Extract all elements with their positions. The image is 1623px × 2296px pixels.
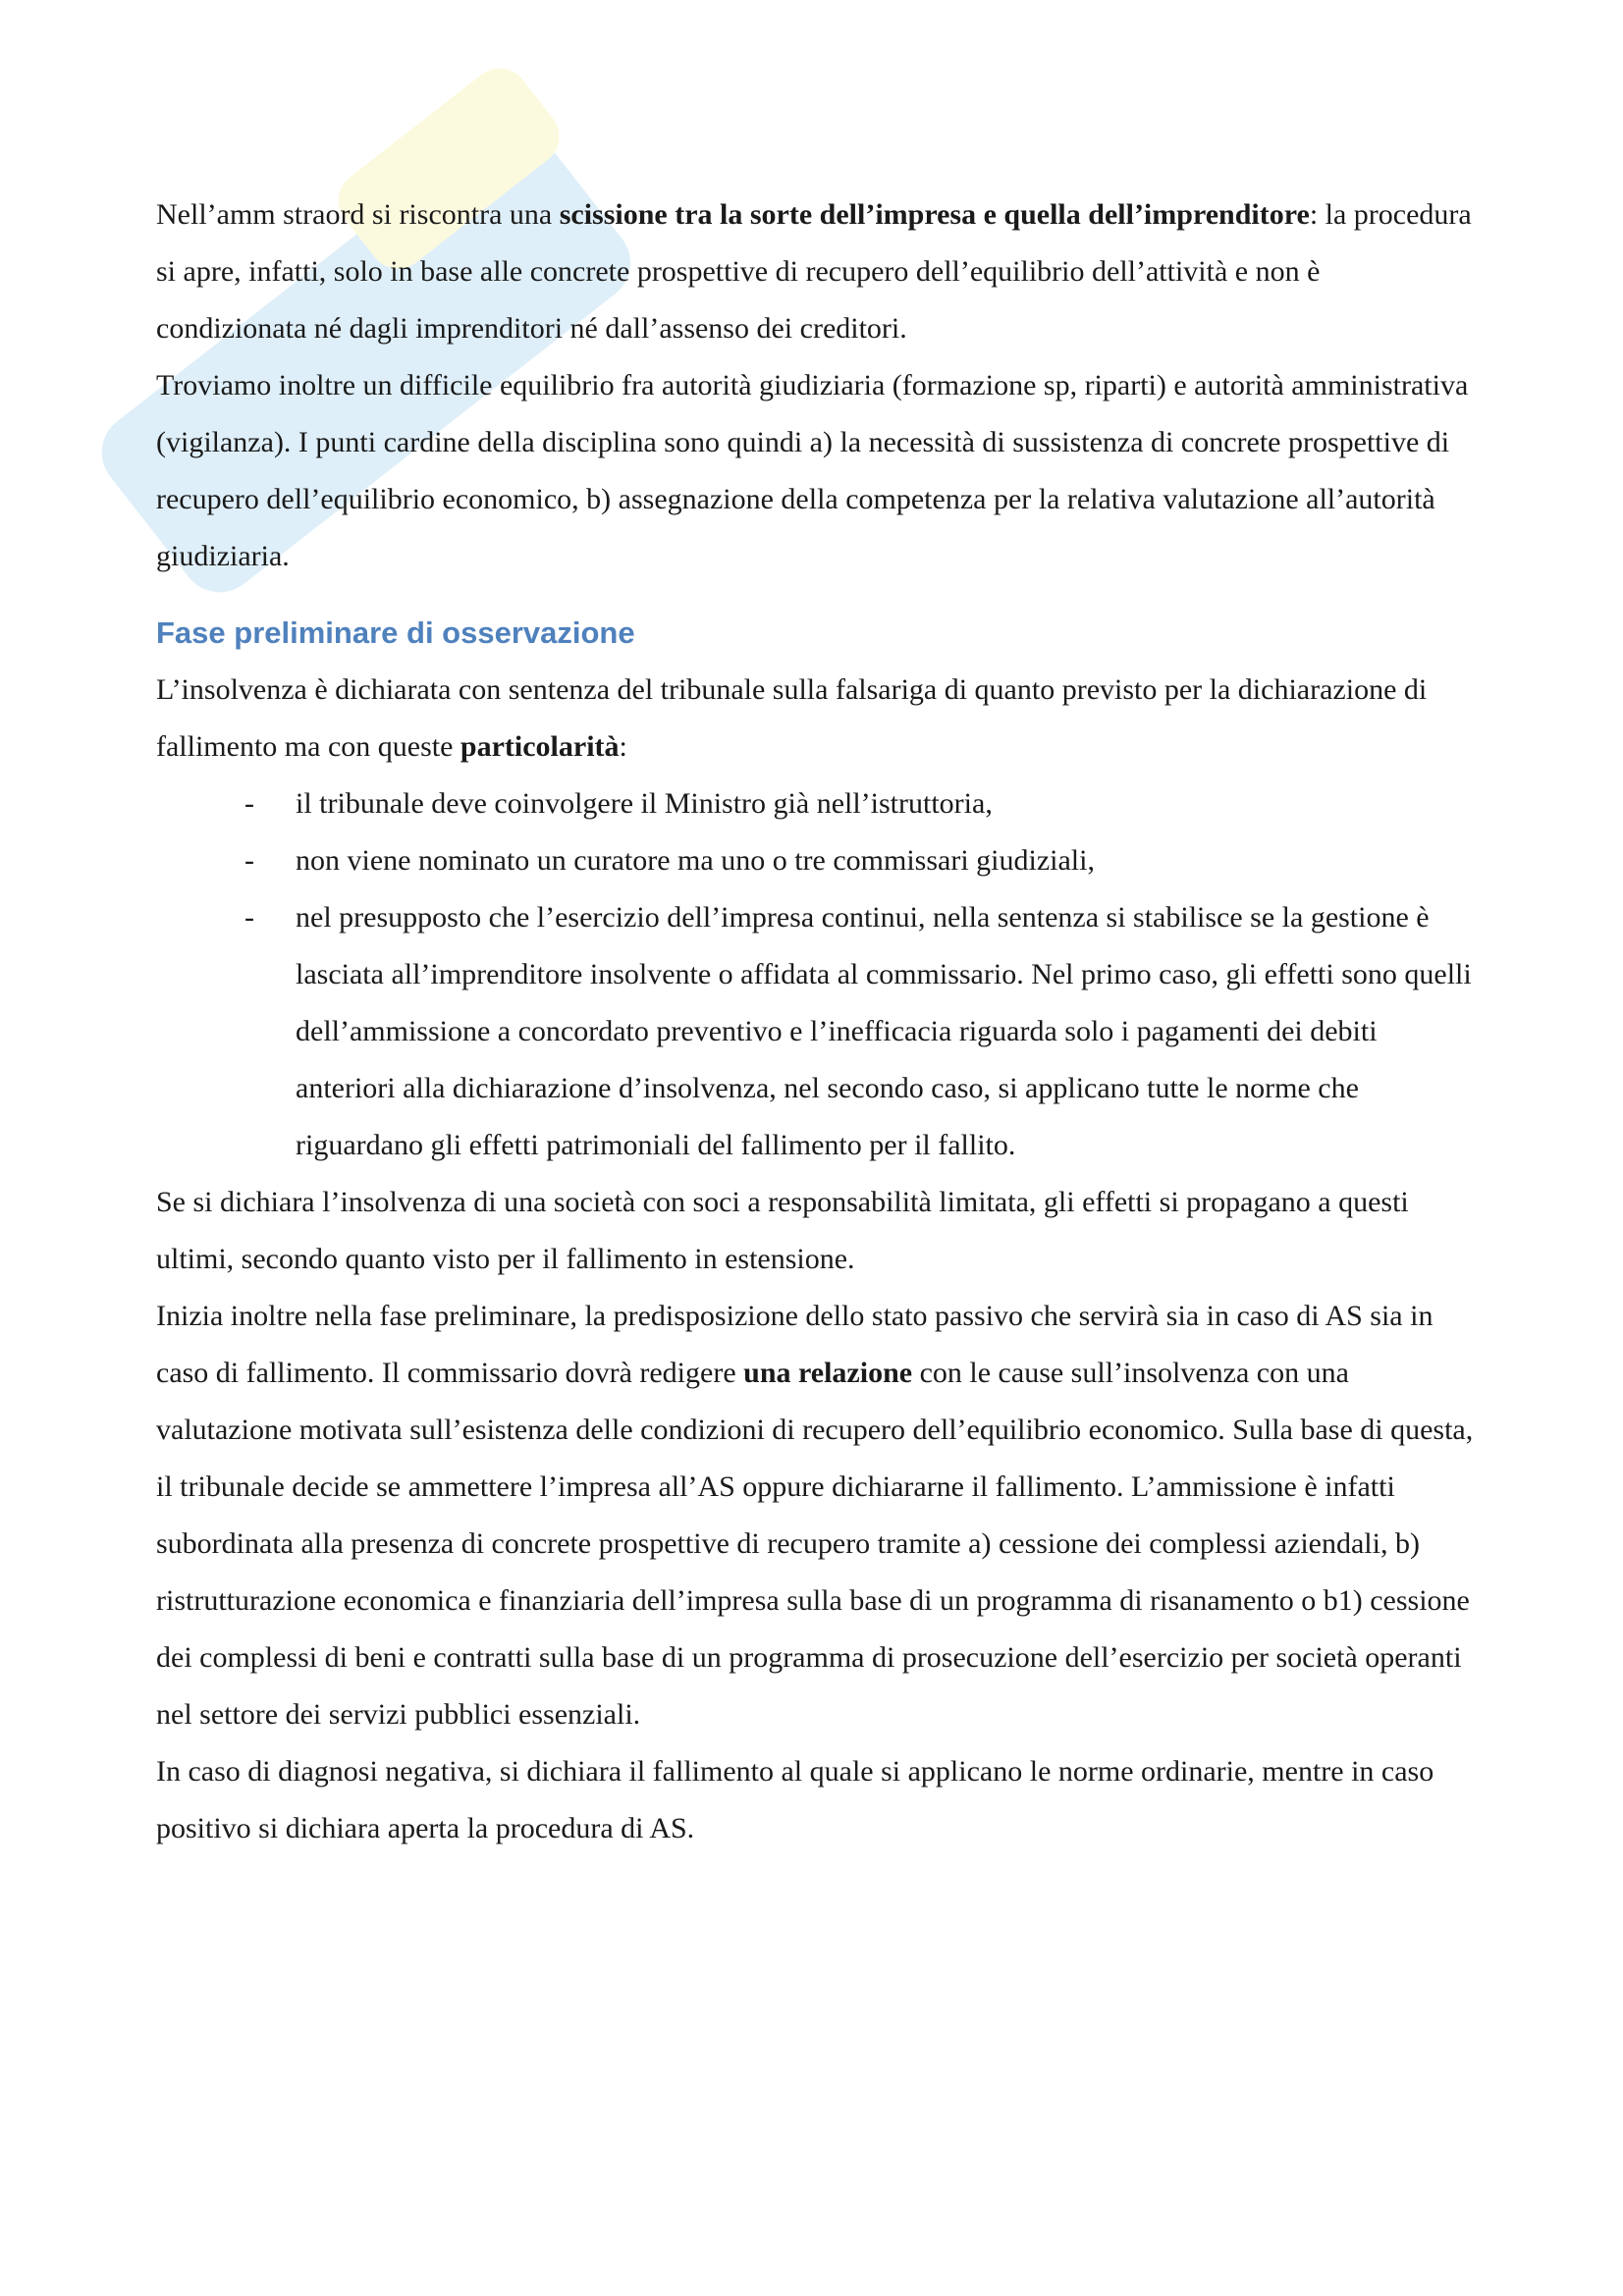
intro-paragraph-1: Nell’amm straord si riscontra una scissione tra la sorte dell’impresa e quella dell’imprenditore: la procedura si apre, infatti, solo in base alle concrete prospettive di recupero dell’equilibrio dell’attività e non è condizionata né dagli imprenditori né dall’assenso dei creditori. — [156, 198, 1472, 345]
intro-paragraph-2: Troviamo inoltre un difficile equilibrio fra autorità giudiziaria (formazione sp, riparti) e autorità amministrativa (vigilanza). I punti cardine della disciplina sono quindi a) la necessità di sussistenza di concrete prospettive di recupero dell’equilibrio economico, b) assegnazione della competenza per la relativa valutazione all’autorità giudiziaria. — [156, 369, 1469, 572]
document-page — [156, 187, 1477, 1857]
section-paragraph-4: In caso di diagnosi negativa, si dichiara il fallimento al quale si applicano le norme ordinarie, mentre in caso positivo si dichiara aperta la procedura di AS. — [156, 1755, 1434, 1844]
list-item: - il tribunale deve coinvolgere il Ministro già nell’istruttoria, — [296, 775, 1477, 832]
bullet-dash: - — [244, 787, 254, 820]
section-paragraph-3: Inizia inoltre nella fase preliminare, la predisposizione dello stato passivo che servirà sia in caso di AS sia in caso di fallimento. Il commissario dovrà redigere una relazione con le cause sull’insolvenza con una valutazione motivata sull’esistenza delle condizioni di recupero dell’equilibrio economico. Sulla base di questa, il tribunale decide se ammettere l’impresa all’AS oppure dichiararne il fallimento. L’ammissione è infatti subordinata alla presenza di concrete prospettive di recupero tramite a) cessione dei complessi aziendali, b) ristrutturazione economica e finanziaria dell’impresa sulla base di un programma di risanamento o b1) cessione dei complessi di beni e contratti sulla base di un programma di prosecuzione dell’esercizio per società operanti nel settore dei servizi pubblici essenziali. — [156, 1300, 1474, 1731]
list-item: - non viene nominato un curatore ma uno o tre commissari giudiziali, — [296, 832, 1477, 889]
relazione-emphasis: una relazione — [743, 1357, 913, 1389]
intro-emphasis: scissione tra la sorte dell’impresa e quella dell’imprenditore — [559, 198, 1310, 231]
particolarita-list — [156, 775, 1477, 1174]
bullet-dash: - — [244, 901, 254, 934]
list-item: - nel presupposto che l’esercizio dell’impresa continui, nella sentenza si stabilisce se la gestione è lasciata all’imprenditore insolvente o affidata al commissario. Nel primo caso, gli effetti sono quelli dell’ammissione a concordato preventivo e l’inefficacia riguarda solo i pagamenti dei debiti anteriori alla dichiarazione d’insolvenza, nel secondo caso, si applicano tutte le norme che riguardano gli effetti patrimoniali del fallimento per il fallito. — [296, 889, 1477, 1174]
particolarita-emphasis: particolarità — [460, 730, 620, 763]
section-paragraph-1: L’insolvenza è dichiarata con sentenza del tribunale sulla falsariga di quanto previsto per la dichiarazione di fallimento ma con queste particolarità: — [156, 673, 1428, 763]
section-paragraph-2: Se si dichiara l’insolvenza di una società con soci a responsabilità limitata, gli effetti si propagano a questi ultimi, secondo quanto visto per il fallimento in estensione. — [156, 1186, 1409, 1275]
bullet-dash: - — [244, 844, 254, 877]
section-heading: Fase preliminare di osservazione — [156, 615, 635, 650]
